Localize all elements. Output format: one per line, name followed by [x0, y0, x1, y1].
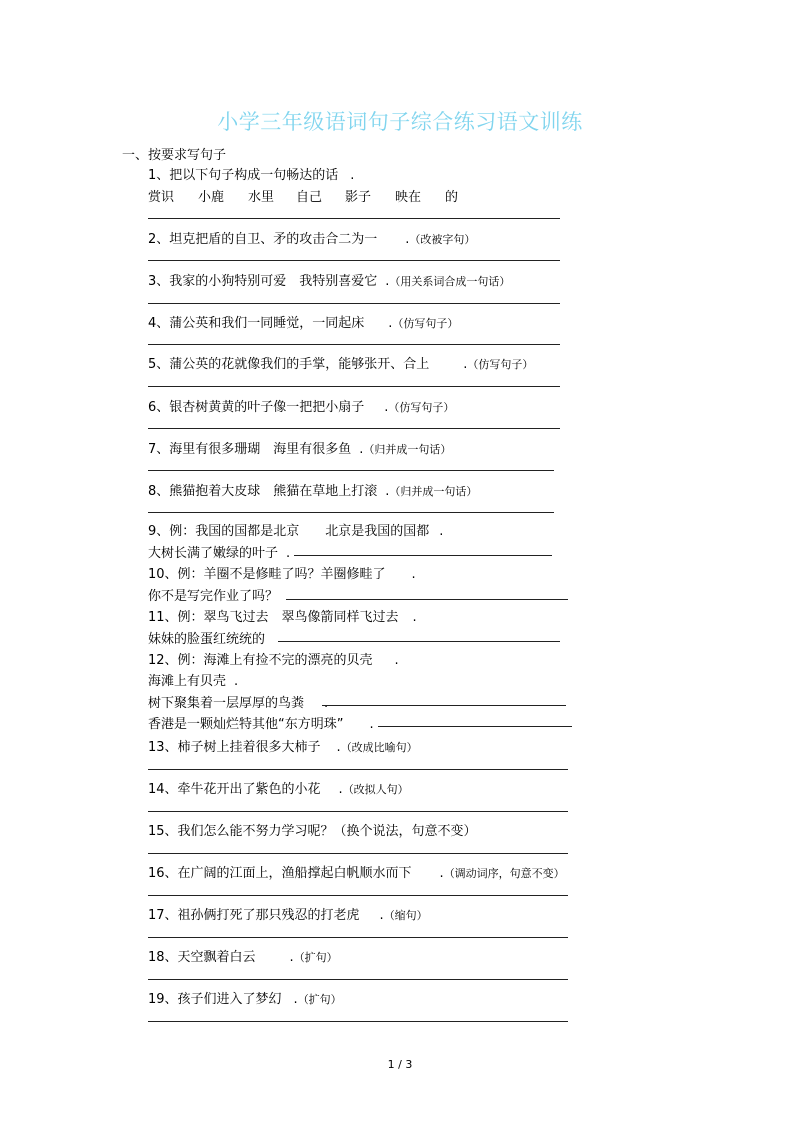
question-tail: .: [336, 740, 341, 755]
question-text: 9、例：我国的国都是北京 北京是我国的国都: [148, 524, 430, 539]
question-12-sub2: [148, 692, 328, 711]
question-1: [148, 164, 354, 183]
question-note: （改被字句）: [409, 233, 476, 246]
question-text: 1、把以下句子构成一句畅达的话: [148, 168, 339, 183]
question-text: 12、例：海滩上有捡不完的漂亮的贝壳: [148, 653, 373, 668]
question-tail: .: [411, 567, 416, 582]
question-6: [148, 396, 454, 415]
question-4: [148, 312, 458, 331]
word-item: 影子: [345, 190, 372, 205]
question-note: （用关系词合成一句话）: [389, 275, 511, 288]
question-tail: .: [293, 992, 298, 1007]
question-text: 19、孩子们进入了梦幻: [148, 992, 282, 1007]
page-number: 1 / 3: [387, 1058, 413, 1071]
sub-tail: .: [369, 717, 374, 732]
question-text: 8、熊猫抱着大皮球 熊猫在草地上打滚: [148, 484, 378, 499]
question-3: [148, 270, 510, 289]
word-item: 自己: [296, 190, 323, 205]
question-text: 2、坦克把盾的自卫、矛的攻击合二为一: [148, 232, 378, 247]
question-note: （改成比喻句）: [340, 741, 418, 754]
answer-line[interactable]: [148, 979, 568, 980]
word-item: 赏识: [148, 190, 175, 205]
question-text: 14、牵牛花开出了紫色的小花: [148, 782, 321, 797]
answer-line[interactable]: [278, 641, 560, 642]
word-item: 小鹿: [198, 190, 225, 205]
question-note: （仿写句子）: [388, 401, 455, 414]
question-tail: .: [412, 610, 417, 625]
question-tail: .: [338, 782, 343, 797]
question-10-sub: [148, 585, 278, 604]
word-item: 水里: [248, 190, 275, 205]
question-tail: .: [384, 400, 389, 415]
question-tail: .: [350, 168, 355, 183]
question-note: （扩句）: [293, 951, 338, 964]
sub-text: 你不是写完作业了吗？: [148, 589, 279, 604]
question-15: [148, 820, 477, 839]
question-text: 7、海里有很多珊瑚 海里有很多鱼: [148, 442, 352, 457]
sub-text: 大树长满了嫩绿的叶子: [148, 546, 279, 561]
question-note: （扩句）: [297, 993, 342, 1006]
answer-line[interactable]: [148, 811, 568, 812]
question-10: [148, 563, 416, 582]
answer-line[interactable]: [148, 386, 560, 387]
section-heading: 一、按要求写句子: [122, 148, 227, 163]
question-text: 5、蒲公英的花就像我们的手掌，能够张开、合上: [148, 357, 430, 372]
sub-text: 树下聚集着一层厚厚的鸟粪: [148, 696, 305, 711]
question-tail: .: [439, 524, 444, 539]
sub-tail: .: [234, 674, 239, 689]
question-11: [148, 606, 417, 625]
question-note: （仿写句子）: [467, 358, 534, 371]
answer-line[interactable]: [148, 470, 554, 471]
answer-line[interactable]: [148, 937, 568, 938]
sub-text: 海滩上有贝壳: [148, 674, 227, 689]
question-tail: .: [463, 357, 468, 372]
question-note: （归并成一句话）: [389, 485, 478, 498]
question-note: （归并成一句话）: [363, 443, 452, 456]
sub-text: 妹妹的脸蛋红统统的: [148, 632, 266, 647]
question-11-sub: [148, 628, 265, 647]
question-text: 13、柿子树上挂着很多大柿子: [148, 740, 321, 755]
question-tail: .: [385, 274, 390, 289]
question-9: [148, 520, 443, 539]
answer-line[interactable]: [286, 599, 568, 600]
question-13: [148, 736, 418, 755]
question-7: [148, 438, 451, 457]
answer-line[interactable]: [148, 512, 554, 513]
answer-line[interactable]: [378, 726, 572, 727]
sub-text: 香港是一颗灿烂特其他“东方明珠”: [148, 717, 344, 732]
answer-line[interactable]: [148, 303, 560, 304]
question-text: 4、蒲公英和我们一同睡觉，一同起床: [148, 316, 365, 331]
question-text: 17、祖孙俩打死了那只残忍的打老虎: [148, 908, 360, 923]
word-item: 映在: [395, 190, 422, 205]
answer-line[interactable]: [148, 218, 560, 219]
question-14: [148, 778, 409, 797]
answer-line[interactable]: [148, 895, 568, 896]
question-16: [148, 862, 565, 881]
question-5: [148, 353, 533, 372]
question-text: 15、我们怎么能不努力学习呢？（换个说法，句意不变）: [148, 824, 477, 839]
page-title: 小学三年级语词句子综合练习语文训练: [217, 110, 583, 134]
question-17: [148, 904, 428, 923]
question-tail: .: [289, 950, 294, 965]
sub-tail: .: [286, 546, 291, 561]
answer-line[interactable]: [148, 428, 560, 429]
answer-line[interactable]: [148, 344, 560, 345]
question-text: 3、我家的小狗特别可爱 我特别喜爱它: [148, 274, 378, 289]
answer-line[interactable]: [322, 705, 566, 706]
answer-line[interactable]: [148, 769, 568, 770]
answer-line[interactable]: [148, 260, 560, 261]
question-note: （仿写句子）: [392, 317, 459, 330]
question-note: （缩句）: [383, 909, 428, 922]
question-text: 10、例：羊圈不是修畦了吗？羊圈修畦了: [148, 567, 386, 582]
question-2: [148, 228, 475, 247]
question-tail: .: [379, 908, 384, 923]
question-text: 16、在广阔的江面上，渔船撑起白帆顺水而下: [148, 866, 412, 881]
answer-line[interactable]: [294, 555, 552, 556]
question-12-sub1: [148, 670, 238, 689]
question-text: 11、例：翠鸟飞过去 翠鸟像箭同样飞过去: [148, 610, 399, 625]
question-tail: .: [388, 316, 393, 331]
question-8: [148, 480, 477, 499]
question-tail: .: [385, 484, 390, 499]
question-note: （改拟人句）: [342, 783, 409, 796]
answer-line[interactable]: [148, 1021, 568, 1022]
question-tail: .: [394, 653, 399, 668]
answer-line[interactable]: [148, 853, 568, 854]
question-tail: .: [439, 866, 444, 881]
question-text: 18、天空飘着白云: [148, 950, 256, 965]
question-tail: .: [405, 232, 410, 247]
question-12: [148, 649, 399, 668]
question-text: 6、银杏树黄黄的叶子像一把把小扇子: [148, 400, 365, 415]
question-12-sub3: [148, 713, 374, 732]
question-note: （调动词序，句意不变）: [443, 867, 565, 880]
sub-tail: .: [324, 696, 329, 711]
question-9-sub: [148, 542, 290, 561]
question-18: [148, 946, 338, 965]
question-tail: .: [359, 442, 364, 457]
word-item: 的: [445, 190, 459, 205]
question-19: [148, 988, 342, 1007]
